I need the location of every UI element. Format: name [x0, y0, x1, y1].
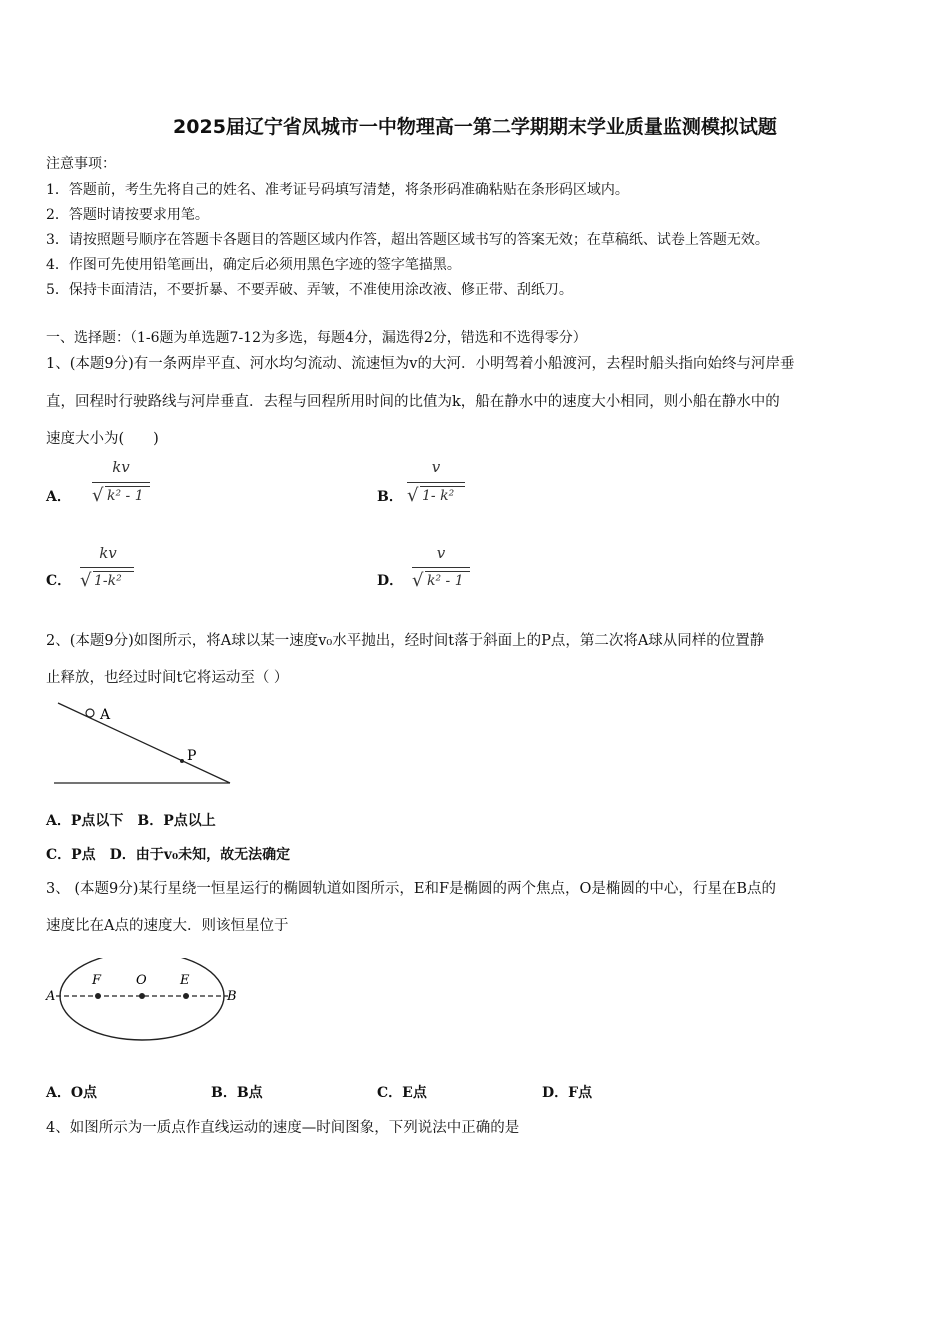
- sqrt-bar: [93, 571, 134, 572]
- sqrt-bar: [420, 486, 465, 487]
- incline-line: [58, 703, 230, 783]
- q1-option-b-numerator: v: [431, 458, 441, 476]
- label-p: P: [187, 748, 197, 764]
- notice-item-5: 5．保持卡面清洁，不要折暴、不要弄破、弄皱，不准使用涂改液、修正带、刮纸刀。: [46, 282, 573, 298]
- label-a: A: [100, 707, 111, 723]
- focus-e-icon: [183, 993, 189, 999]
- q2-incline-figure: [50, 695, 240, 790]
- notice-item-2: 2．答题时请按要求用笔。: [46, 207, 209, 223]
- q3-option-c: C．E点: [377, 1085, 427, 1101]
- label-b: B: [227, 989, 237, 1004]
- fraction-bar: [92, 482, 150, 483]
- q1-option-d-label: D．: [377, 573, 404, 589]
- q1-line-3: 速度大小为( ): [46, 431, 159, 447]
- notice-item-4: 4．作图可先使用铅笔画出，确定后必须用黑色字迹的签字笔描黑。: [46, 257, 461, 273]
- q1-option-a-formula: [90, 458, 160, 514]
- q3-ellipse-figure: [44, 958, 244, 1050]
- ball-a-icon: [86, 709, 94, 717]
- q3-line-1: 3、 (本题9分)某行星绕一恒星运行的椭圆轨道如图所示，E和F是椭圆的两个焦点，O是椭圆的中心，行星在B点的: [46, 881, 777, 897]
- q1-option-b-label: B．: [377, 489, 403, 505]
- q2-options-2: C．P点 D．由于v₀未知，故无法确定: [46, 847, 291, 863]
- label-a: A: [46, 989, 56, 1004]
- focus-f-icon: [95, 993, 101, 999]
- point-p-icon: [180, 759, 184, 763]
- q1-option-b-denominator: 1- k²: [422, 488, 455, 504]
- label-e: E: [180, 973, 190, 988]
- q1-option-b-formula: [405, 458, 475, 514]
- q2-options-1: A．P点以下 B．P点以上: [46, 813, 216, 829]
- q1-line-1: 1、(本题9分)有一条两岸平直、河水均匀流动、流速恒为v的大河．小明驾着小船渡河，去程时船头指向始终与河岸垂: [46, 356, 795, 372]
- center-o-icon: [139, 993, 145, 999]
- sqrt-icon: √: [80, 570, 92, 591]
- q1-line-2: 直，回程时行驶路线与河岸垂直．去程与回程所用时间的比值为k，船在静水中的速度大小相同，则小船在静水中的: [46, 394, 780, 410]
- q4-line-1: 4、如图所示为一质点作直线运动的速度—时间图象，下列说法中正确的是: [46, 1120, 520, 1136]
- q1-option-a-label: A．: [46, 489, 71, 505]
- sqrt-bar: [425, 571, 470, 572]
- sqrt-icon: √: [407, 485, 419, 506]
- fraction-bar: [407, 482, 465, 483]
- sqrt-icon: √: [412, 570, 424, 591]
- q1-option-d-numerator: v: [436, 544, 446, 562]
- q1-option-a-denominator: k² - 1: [107, 488, 144, 504]
- q1-option-c-formula: [78, 544, 148, 600]
- notice-item-1: 1．答题前，考生先将自己的姓名、准考证号码填写清楚，将条形码准确粘贴在条形码区域内。: [46, 182, 629, 198]
- page-title: 2025届辽宁省凤城市一中物理高一第二学期期末学业质量监测模拟试题: [173, 116, 777, 138]
- fraction-bar: [80, 567, 134, 568]
- q2-line-2: 止释放，也经过时间t它将运动至（ ）: [46, 670, 289, 686]
- sqrt-bar: [105, 486, 150, 487]
- fraction-bar: [412, 567, 470, 568]
- q1-option-d-formula: [410, 544, 480, 600]
- q1-option-c-numerator: kv: [99, 544, 117, 562]
- sqrt-icon: √: [92, 485, 104, 506]
- notice-heading: 注意事项：: [46, 156, 116, 172]
- q3-option-b: B．B点: [211, 1085, 263, 1101]
- q3-option-d: D．F点: [542, 1085, 593, 1101]
- q3-option-a: A．O点: [46, 1085, 98, 1101]
- q2-line-1: 2、(本题9分)如图所示，将A球以某一速度v₀水平抛出，经时间t落于斜面上的P点，第二次将A球从同样的位置静: [46, 633, 765, 649]
- q1-option-c-denominator: 1-k²: [94, 573, 122, 589]
- q1-option-c-label: C．: [46, 573, 72, 589]
- notice-item-3: 3．请按照题号顺序在答题卡各题目的答题区域内作答，超出答题区域书写的答案无效；在草稿纸、试卷上答题无效。: [46, 232, 769, 248]
- label-f: F: [92, 973, 102, 988]
- q3-line-2: 速度比在A点的速度大．则该恒星位于: [46, 918, 289, 934]
- q1-option-a-numerator: kv: [112, 458, 130, 476]
- label-o: O: [136, 973, 147, 988]
- section-heading: 一、选择题：（1-6题为单选题7-12为多选，每题4分，漏选得2分，错选和不选得零分）: [46, 330, 587, 346]
- q1-option-d-denominator: k² - 1: [427, 573, 464, 589]
